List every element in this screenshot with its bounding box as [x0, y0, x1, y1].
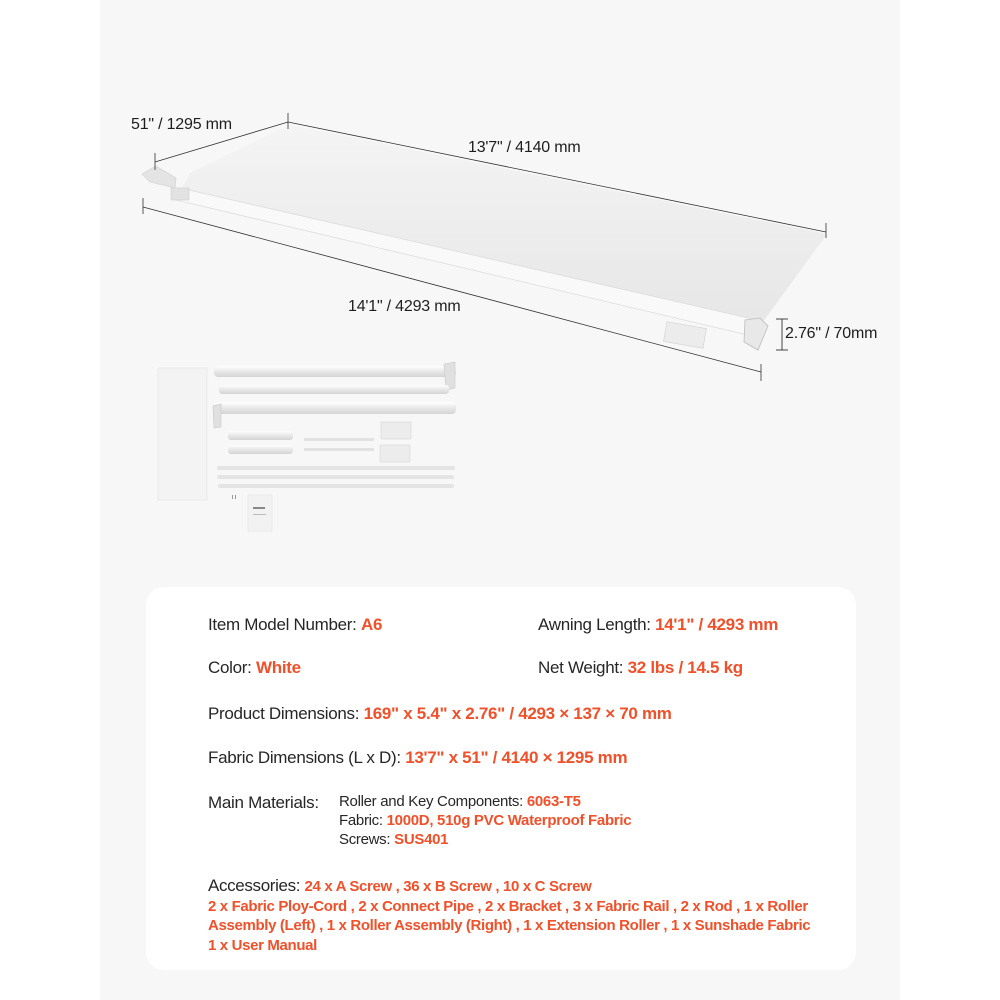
material-item: Fabric: 1000D, 510g PVC Waterproof Fabric: [339, 812, 632, 829]
spec-awning-length-value: 14'1" / 4293 mm: [655, 615, 779, 634]
spec-color: Color: White: [208, 658, 301, 677]
material-item: Roller and Key Components: 6063-T5: [339, 793, 581, 810]
spec-main-materials-label: Main Materials:: [208, 793, 319, 812]
fabric-depth-label: 51" / 1295 mm: [131, 116, 232, 133]
spec-net-weight-value: 32 lbs / 14.5 kg: [627, 658, 743, 677]
spec-color-value: White: [255, 658, 301, 677]
spec-fabric-dimensions: Fabric Dimensions (L x D): 13'7" x 51" / 4140 × 1295 mm: [208, 748, 628, 767]
awning-length-label: 14'1" / 4293 mm: [348, 298, 461, 315]
spec-awning-length: Awning Length: 14'1" / 4293 mm: [538, 615, 779, 634]
spec-product-dimensions: Product Dimensions: 169" x 5.4" x 2.76" / 4293 × 137 × 70 mm: [208, 704, 672, 723]
roller-height-label: 2.76" / 70mm: [785, 325, 878, 342]
spec-product-dimensions-value: 169" x 5.4" x 2.76" / 4293 × 137 × 70 mm: [363, 704, 672, 723]
spec-accessories: Accessories: 24 x A Screw , 36 x B Screw , 10 x C Screw 2 x Fabric Ploy-Cord , 2 x Connect Pipe , 2 x Bracket , 3 x Fabric Rail , 2 x Rod , 1 x Roller Assembly (Left) , 1 x Roller Assembly (Right) , 1 x Extension Roller , 1 x Sunshade Fabric 1 x User Manual: [208, 876, 811, 954]
spec-model: Item Model Number: A6: [208, 615, 383, 634]
accessories-label: Accessories:: [208, 876, 305, 895]
spec-model-value: A6: [361, 615, 383, 634]
spec-main-materials-list: [339, 792, 631, 849]
spec-fabric-dimensions-value: 13'7" x 51" / 4140 × 1295 mm: [405, 748, 628, 767]
fabric-length-label: 13'7" / 4140 mm: [468, 139, 581, 156]
parts-illustration: [158, 362, 456, 531]
spec-net-weight: Net Weight: 32 lbs / 14.5 kg: [538, 658, 743, 677]
material-item: Screws: SUS401: [339, 831, 449, 848]
